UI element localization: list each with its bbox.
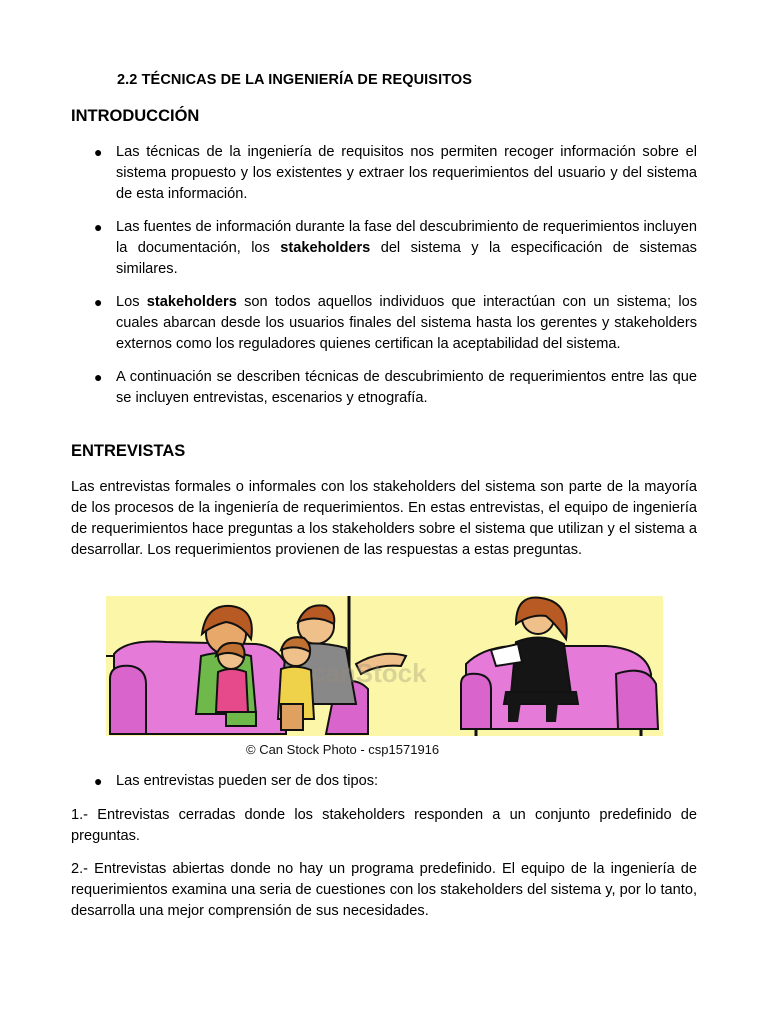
bullet-dot-icon: ● xyxy=(94,294,103,310)
interview-type-open: 2.- Entrevistas abiertas donde no hay un programa predefinido. El equipo de la ingeniería de requerimientos examina una seria de cuestiones con los stakeholders del sistema y, por lo tanto, desarrolla una mejor comprensión de sus necesidades. xyxy=(71,861,697,919)
intro-bullet-list xyxy=(0,142,697,409)
list-item xyxy=(94,367,697,409)
image-caption: © Can Stock Photo - csp1571916 xyxy=(246,742,440,757)
list-item xyxy=(94,771,697,792)
bullet-text-post: son todos aquellos individuos que interactúan con un sistema; los cuales abarcan desde los usuarios finales del sistema hasta los gerentes y stakeholders externos como los reguladores quienes certifican la aceptabilidad del sistema. xyxy=(116,294,697,352)
watermark-text: canStock xyxy=(311,658,427,688)
interviews-paragraph: Las entrevistas formales o informales con los stakeholders del sistema son parte de la mayoría de los procesos de la ingeniería de requerimientos. En estas entrevistas, el equipo de ingeniería de requerimientos hace preguntas a los stakeholders sobre el sistema que utilizan y el sistema a desarrollar. Los requerimientos provienen de las respuestas a estas preguntas. xyxy=(71,479,697,558)
list-item xyxy=(94,292,697,355)
bullet-text: Las técnicas de la ingeniería de requisitos nos permiten recoger información sobre el sistema propuesto y los existentes y extraer los requerimientos del usuario y del sistema de esta información. xyxy=(116,144,697,202)
list-item xyxy=(94,217,697,280)
types-bullet-list xyxy=(0,771,581,792)
interview-illustration xyxy=(106,594,663,759)
section-title: 2.2 TÉCNICAS DE LA INGENIERÍA DE REQUISITOS xyxy=(117,72,473,88)
bullet-text-pre: Los xyxy=(116,294,147,310)
bullet-text: A continuación se describen técnicas de descubrimiento de requerimientos entre las que se incluyen entrevistas, escenarios y etnografía. xyxy=(116,369,697,406)
heading-entrevistas: ENTREVISTAS xyxy=(71,442,186,460)
bullet-text-post: del sistema y la especificación de sistemas similares. xyxy=(116,240,697,277)
bullet-dot-icon: ● xyxy=(94,369,103,385)
bullet-text-pre: Las fuentes de información durante la fase del descubrimiento de requerimientos incluyen la documentación, los xyxy=(116,219,697,256)
interview-illustration-svg xyxy=(106,594,663,759)
heading-introduccion: INTRODUCCIÓN xyxy=(71,107,200,125)
bullet-text: Las entrevistas pueden ser de dos tipos: xyxy=(116,773,379,789)
list-item xyxy=(94,142,697,205)
bullet-dot-icon: ● xyxy=(94,144,103,160)
bold-term: stakeholders xyxy=(146,294,237,310)
bullet-dot-icon: ● xyxy=(94,773,103,789)
bold-term: stakeholders xyxy=(280,240,371,256)
interview-type-closed: 1.- Entrevistas cerradas donde los stakeholders responden a un conjunto predefinido de preguntas. xyxy=(71,807,697,844)
bullet-dot-icon: ● xyxy=(94,219,103,235)
